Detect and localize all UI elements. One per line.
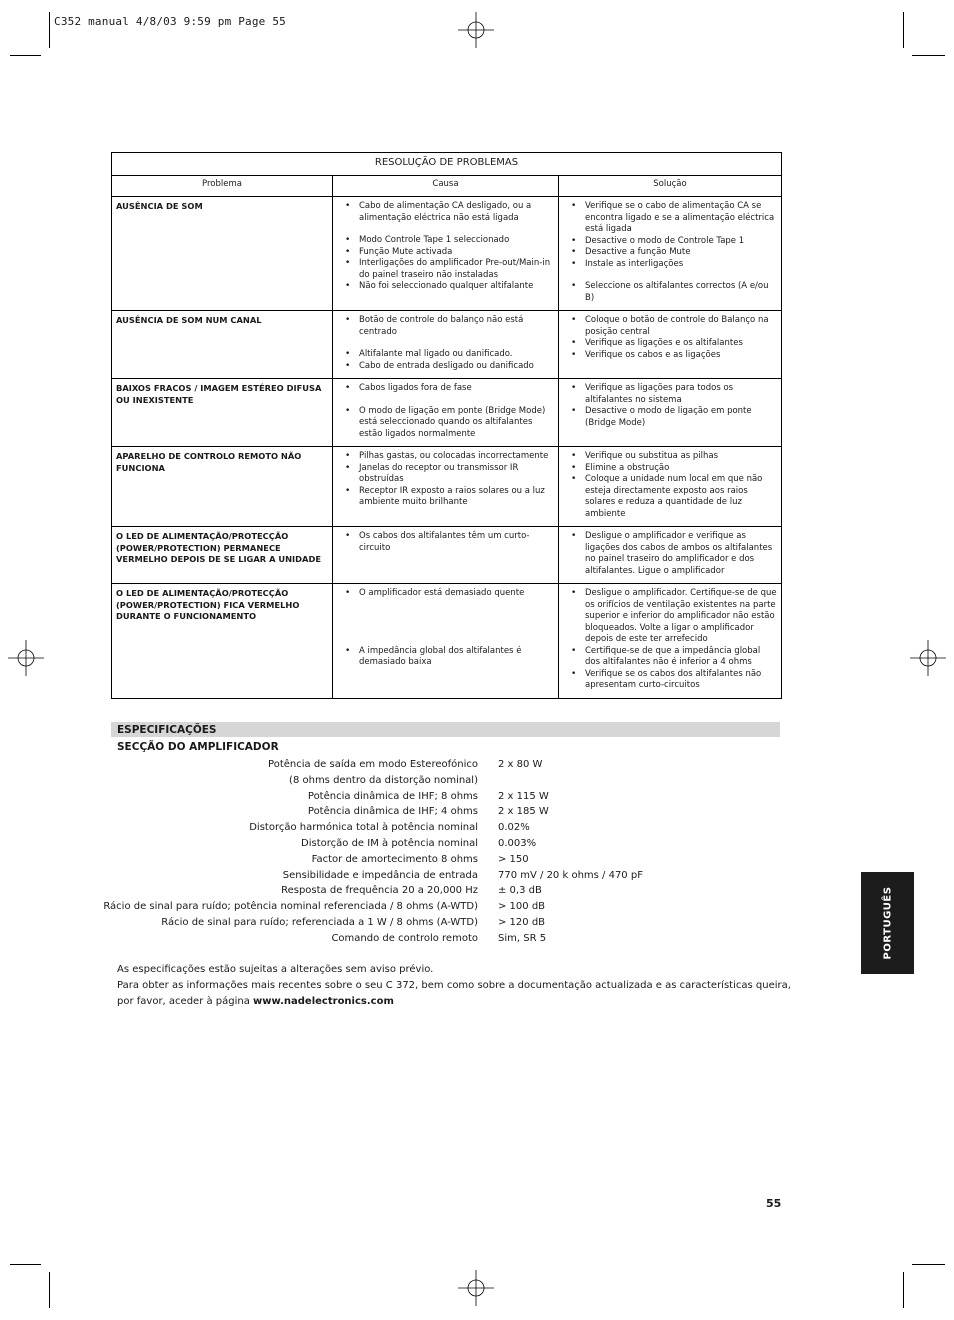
spec-label: Potência dinâmica de IHF; 4 ohms bbox=[307, 806, 478, 818]
list-item: • Função Mute activada bbox=[359, 247, 554, 259]
cause-cell bbox=[333, 311, 559, 379]
list-item: • Cabos ligados fora de fase bbox=[359, 383, 554, 395]
spec-row bbox=[0, 883, 700, 899]
registration-mark-left bbox=[8, 640, 44, 676]
spec-row bbox=[0, 931, 700, 947]
solution-cell bbox=[559, 447, 782, 527]
spec-label: Distorção de IM à potência nominal bbox=[301, 837, 478, 849]
list-item: • Elimine a obstrução bbox=[585, 463, 777, 475]
spec-row bbox=[0, 773, 700, 789]
cause-cell bbox=[333, 379, 559, 447]
list-item: • Interligações do amplificador Pre-out/Main-in do painel traseiro não instaladas bbox=[359, 258, 554, 281]
page-number: 55 bbox=[766, 1197, 782, 1210]
language-side-tab-label: PORTUGUÊS bbox=[882, 886, 893, 960]
spec-label: Potência dinâmica de IHF; 8 ohms bbox=[307, 790, 478, 802]
list-item: • Os cabos dos altifalantes têm um curto-circuito bbox=[359, 531, 554, 554]
list-item: • Desligue o amplificador. Certifique-se de que os orifícios de ventilação existentes na parte superior e inferior do amplificador não estão bloqueados. Volte a ligar o amplificador depois de este ter arrefecido bbox=[585, 588, 777, 646]
list-item: • Coloque a unidade num local em que não esteja directamente exposto aos raios solares e reduza a quantidade de luz ambiente bbox=[585, 474, 777, 520]
column-header-problem: Problema bbox=[112, 176, 333, 197]
problem-cell: BAIXOS FRACOS / IMAGEM ESTÉREO DIFUSA OU INEXISTENTE bbox=[112, 379, 333, 447]
list-item: • Pilhas gastas, ou colocadas incorrectamente bbox=[359, 451, 554, 463]
spec-label: (8 ohms dentro da distorção nominal) bbox=[289, 774, 478, 786]
list-item: • Desactive a função Mute bbox=[585, 247, 777, 259]
table-row bbox=[112, 447, 782, 527]
spec-value: 0.02% bbox=[498, 822, 530, 834]
spec-label: Rácio de sinal para ruído; potência nominal referenciada / 8 ohms (A-WTD) bbox=[103, 901, 478, 913]
problem-cell: APARELHO DE CONTROLO REMOTO NÃO FUNCIONA bbox=[112, 447, 333, 527]
spec-row bbox=[0, 789, 700, 805]
list-item: • Verifique se os cabos dos altifalantes não apresentam curto-circuitos bbox=[585, 669, 777, 692]
list-item: • Modo Controle Tape 1 seleccionado bbox=[359, 235, 554, 247]
list-item: • Cabo de alimentação CA desligado, ou a alimentação eléctrica não está ligada bbox=[359, 201, 554, 224]
cause-cell bbox=[333, 584, 559, 699]
list-item: • Instale as interligações bbox=[585, 259, 777, 271]
spec-value: 2 x 185 W bbox=[498, 806, 549, 818]
spec-label: Factor de amortecimento 8 ohms bbox=[311, 853, 478, 865]
table-row bbox=[112, 379, 782, 447]
list-item: • Desactive o modo de ligação em ponte (Bridge Mode) bbox=[585, 406, 777, 429]
specs-title: ESPECIFICAÇÕES bbox=[117, 724, 217, 736]
list-item: • Seleccione os altifalantes correctos (A e/ou B) bbox=[585, 281, 777, 304]
list-item: • Botão de controle do balanço não está centrado bbox=[359, 315, 554, 338]
spec-label: Sensibilidade e impedância de entrada bbox=[282, 869, 478, 881]
spec-value: ± 0,3 dB bbox=[498, 885, 542, 897]
solution-cell bbox=[559, 527, 782, 584]
troubleshooting-title: RESOLUÇÃO DE PROBLEMAS bbox=[112, 153, 782, 176]
list-item: • Não foi seleccionado qualquer altifalante bbox=[359, 281, 554, 293]
registration-mark-bottom bbox=[458, 1270, 494, 1306]
list-item: • Certifique-se de que a impedância global dos altifalantes não é inferior a 4 ohms bbox=[585, 646, 777, 669]
solution-cell bbox=[559, 379, 782, 447]
spec-row bbox=[0, 804, 700, 820]
notes-line: As especificações estão sujeitas a alterações sem aviso prévio. bbox=[117, 964, 434, 975]
list-item: • Altifalante mal ligado ou danificado. bbox=[359, 349, 554, 361]
spec-row bbox=[0, 836, 700, 852]
spec-value: > 120 dB bbox=[498, 916, 546, 928]
table-row bbox=[112, 311, 782, 379]
list-item: • O modo de ligação em ponte (Bridge Mode) está seleccionado quando os altifalantes estão ligados normalmente bbox=[359, 406, 554, 441]
list-item: • Verifique se o cabo de alimentação CA se encontra ligado e se a alimentação eléctrica está ligada bbox=[585, 201, 777, 236]
column-header-cause: Causa bbox=[333, 176, 559, 197]
spec-value: 770 mV / 20 k ohms / 470 pF bbox=[498, 869, 643, 881]
notes-line bbox=[117, 994, 791, 1010]
problem-cell: AUSÊNCIA DE SOM bbox=[112, 197, 333, 311]
specs-subtitle: SECÇÃO DO AMPLIFICADOR bbox=[117, 741, 279, 753]
language-side-tab bbox=[861, 872, 914, 974]
cause-cell bbox=[333, 447, 559, 527]
spec-value: 2 x 115 W bbox=[498, 790, 549, 802]
list-item: • Verifique as ligações para todos os altifalantes no sistema bbox=[585, 383, 777, 406]
list-item: • Verifique os cabos e as ligações bbox=[585, 350, 777, 362]
list-item: • Desligue o amplificador e verifique as ligações dos cabos de ambos os altifalantes no painel traseiro do amplificador e dos altifalantes. Ligue o amplificador bbox=[585, 531, 777, 577]
list-item: • Verifique ou substitua as pilhas bbox=[585, 451, 777, 463]
list-item: • Verifique as ligações e os altifalantes bbox=[585, 338, 777, 350]
spec-row bbox=[0, 915, 700, 931]
problem-cell: O LED DE ALIMENTAÇÃO/PROTECÇÃO (POWER/PROTECTION) PERMANECE VERMELHO DEPOIS DE SE LIGAR A UNIDADE bbox=[112, 527, 333, 584]
solution-cell bbox=[559, 584, 782, 699]
problem-cell: O LED DE ALIMENTAÇÃO/PROTECÇÃO (POWER/PROTECTION) FICA VERMELHO DURANTE O FUNCIONAMENTO bbox=[112, 584, 333, 699]
list-item: • Receptor IR exposto a raios solares ou a luz ambiente muito brilhante bbox=[359, 486, 554, 509]
table-row bbox=[112, 197, 782, 311]
table-row bbox=[112, 584, 782, 699]
notes-line: Para obter as informações mais recentes sobre o seu C 372, bem como sobre a documentação actualizada e as características queira, bbox=[117, 980, 791, 991]
solution-cell bbox=[559, 311, 782, 379]
spec-value: > 150 bbox=[498, 853, 529, 865]
list-item: • O amplificador está demasiado quente bbox=[359, 588, 554, 600]
troubleshooting-table bbox=[111, 152, 782, 699]
spec-row bbox=[0, 868, 700, 884]
spec-value: Sim, SR 5 bbox=[498, 932, 547, 944]
spec-label: Distorção harmónica total à potência nominal bbox=[249, 822, 478, 834]
solution-cell bbox=[559, 197, 782, 311]
list-item: • Janelas do receptor ou transmissor IR obstruídas bbox=[359, 463, 554, 486]
spec-row bbox=[0, 852, 700, 868]
list-item: • Coloque o botão de controle do Balanço na posição central bbox=[585, 315, 777, 338]
list-item: • Cabo de entrada desligado ou danificado bbox=[359, 361, 554, 373]
spec-label: Resposta de frequência 20 a 20,000 Hz bbox=[281, 885, 478, 897]
spec-value: > 100 dB bbox=[498, 901, 546, 913]
list-item: • Desactive o modo de Controle Tape 1 bbox=[585, 236, 777, 248]
spec-row bbox=[0, 899, 700, 915]
cause-cell bbox=[333, 527, 559, 584]
table-row bbox=[112, 527, 782, 584]
cause-cell bbox=[333, 197, 559, 311]
website-link[interactable]: www.nadelectronics.com bbox=[253, 996, 394, 1007]
print-slug-header: C352 manual 4/8/03 9:59 pm Page 55 bbox=[54, 15, 286, 28]
spec-value: 2 x 80 W bbox=[498, 759, 543, 770]
spec-label: Potência de saída em modo Estereofónico bbox=[268, 759, 478, 770]
spec-row bbox=[0, 757, 700, 773]
spec-label: Rácio de sinal para ruído; referenciada a 1 W / 8 ohms (A-WTD) bbox=[161, 916, 478, 928]
column-header-solution: Solução bbox=[559, 176, 782, 197]
specs-list bbox=[0, 757, 700, 947]
list-item: • A impedância global dos altifalantes é demasiado baixa bbox=[359, 646, 554, 669]
specs-notes bbox=[117, 962, 791, 1010]
registration-mark-right bbox=[910, 640, 946, 676]
notes-line-prefix: por favor, aceder à página bbox=[117, 996, 254, 1007]
spec-label: Comando de controlo remoto bbox=[331, 932, 478, 944]
spec-value: 0.003% bbox=[498, 837, 537, 849]
problem-cell: AUSÊNCIA DE SOM NUM CANAL bbox=[112, 311, 333, 379]
registration-mark-top bbox=[458, 12, 494, 48]
spec-row bbox=[0, 820, 700, 836]
